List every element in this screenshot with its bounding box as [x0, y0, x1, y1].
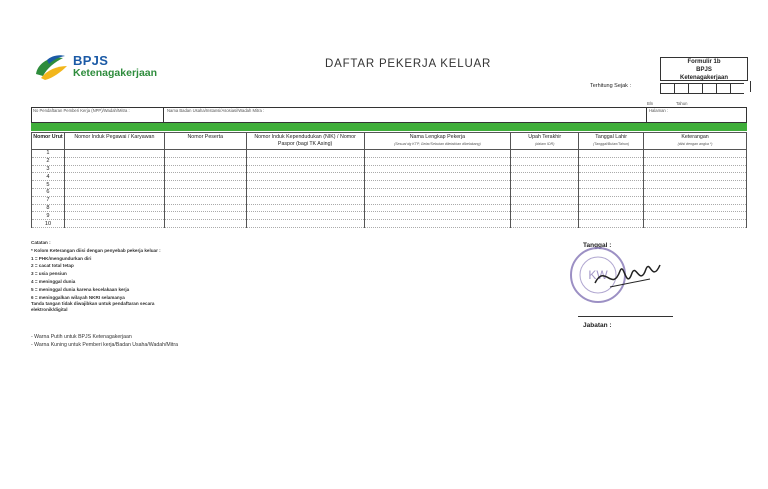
- cell[interactable]: [164, 212, 246, 220]
- cell[interactable]: [164, 150, 246, 158]
- date-box[interactable]: [702, 83, 716, 94]
- bpjs-logo: [33, 52, 183, 82]
- notes-heading: Catatan :: [31, 240, 51, 245]
- row-number: 9: [32, 212, 65, 220]
- cell[interactable]: [164, 196, 246, 204]
- cell[interactable]: [364, 212, 511, 220]
- cell[interactable]: [511, 157, 579, 165]
- cell[interactable]: [644, 173, 747, 181]
- terhitung-sejak-label: Terhitung Sejak :: [590, 83, 631, 89]
- row-number: 7: [32, 196, 65, 204]
- col-sub: (Tanggal/Bulan/Tahun): [593, 141, 630, 146]
- company-name-field[interactable]: Nama Badan Usaha/Instansi/Asosiasi/Wadah Mitra :: [167, 108, 265, 113]
- cell[interactable]: [579, 181, 644, 189]
- row-number: 3: [32, 165, 65, 173]
- cell[interactable]: [64, 220, 164, 228]
- cell[interactable]: [246, 188, 364, 196]
- notes-item: 2 = cacat total tetap: [31, 263, 74, 269]
- cell[interactable]: [579, 157, 644, 165]
- cell[interactable]: [511, 165, 579, 173]
- cell[interactable]: [164, 181, 246, 189]
- col-header-nip: [64, 133, 164, 150]
- cell[interactable]: [246, 212, 364, 220]
- col-label: Upah Terakhir: [528, 134, 562, 140]
- footer-notes: [31, 334, 178, 349]
- table-row: [32, 165, 747, 173]
- cell[interactable]: [246, 173, 364, 181]
- date-box[interactable]: [716, 83, 730, 94]
- row-number: 8: [32, 204, 65, 212]
- signature-line: [578, 316, 673, 317]
- cell[interactable]: [64, 188, 164, 196]
- notes-item: 6 = meninggalkan wilayah NKRI selamanya: [31, 294, 125, 300]
- footer-note: - Warna Putih untuk BPJS Ketenagakerjaan: [31, 334, 132, 340]
- cell[interactable]: [511, 204, 579, 212]
- cell[interactable]: [64, 165, 164, 173]
- col-header-nomor-urut: [32, 133, 65, 150]
- col-label: Nomor Urut: [33, 134, 63, 140]
- green-header-bar: [31, 123, 747, 131]
- cell[interactable]: [644, 196, 747, 204]
- cell[interactable]: [164, 204, 246, 212]
- notes-ttd: Tanda tangan tidak diwajibkan untuk pendaftaran secara: [31, 301, 155, 307]
- col-header-nik: [246, 133, 364, 150]
- cell[interactable]: [64, 157, 164, 165]
- cell[interactable]: [364, 181, 511, 189]
- cell[interactable]: [511, 188, 579, 196]
- cell[interactable]: [246, 196, 364, 204]
- halaman-field[interactable]: Halaman :: [649, 108, 669, 113]
- cell[interactable]: [364, 165, 511, 173]
- logo-subtitle: Ketenagakerjaan: [73, 67, 158, 79]
- cell[interactable]: [579, 220, 644, 228]
- cell[interactable]: [164, 165, 246, 173]
- cell[interactable]: [511, 196, 579, 204]
- cell[interactable]: [246, 181, 364, 189]
- cell[interactable]: [644, 212, 747, 220]
- jabatan-label: Jabatan :: [583, 322, 612, 329]
- cell[interactable]: [64, 212, 164, 220]
- cell[interactable]: [364, 157, 511, 165]
- table-row: [32, 220, 747, 228]
- row-number: 6: [32, 188, 65, 196]
- cell[interactable]: [579, 165, 644, 173]
- form-code-line: Formulir 1b: [687, 59, 721, 65]
- col-header-tanggal-lahir: [579, 133, 644, 150]
- cell[interactable]: [644, 157, 747, 165]
- row-number: 1: [32, 150, 65, 158]
- cell[interactable]: [644, 181, 747, 189]
- cell[interactable]: [579, 204, 644, 212]
- cell[interactable]: [64, 181, 164, 189]
- cell[interactable]: [579, 188, 644, 196]
- table-row: [32, 212, 747, 220]
- notes-ttd: elektronik/digital: [31, 307, 68, 313]
- table-row: [32, 181, 747, 189]
- col-label: Nomor Peserta: [187, 134, 224, 140]
- cell[interactable]: [511, 181, 579, 189]
- bpjs-logo-mark-icon: [33, 52, 69, 82]
- row-number: 2: [32, 157, 65, 165]
- signature-icon: [590, 253, 670, 303]
- npp-field[interactable]: No Pendaftaran Pemberi Kerja (NPP)/Wadah/Mitra :: [33, 108, 130, 113]
- notes-item: 3 = usia pensiun: [31, 271, 67, 277]
- form-code-line: BPJS: [696, 67, 712, 73]
- table-row: [32, 204, 747, 212]
- cell[interactable]: [364, 220, 511, 228]
- form-code-line: Ketenagakerjaan: [679, 75, 729, 81]
- cell[interactable]: [579, 212, 644, 220]
- divider: [163, 108, 164, 122]
- date-box[interactable]: [674, 83, 688, 94]
- cell[interactable]: [364, 204, 511, 212]
- cell[interactable]: [64, 173, 164, 181]
- cell[interactable]: [579, 173, 644, 181]
- cell[interactable]: [164, 220, 246, 228]
- col-label: Nama Lengkap Pekerja: [409, 134, 466, 140]
- cell[interactable]: [644, 188, 747, 196]
- col-sub: (diisi dengan angka *): [677, 141, 713, 146]
- col-label: Nomor Induk Kependudukan (NIK) / Nomor Paspor (bagi TK Asing): [254, 134, 356, 147]
- svg-text:KW: KW: [588, 268, 608, 282]
- cell[interactable]: [246, 157, 364, 165]
- col-sub: (dalam IDR): [535, 141, 555, 146]
- cell[interactable]: [364, 173, 511, 181]
- tahun-label: Tahun: [676, 101, 688, 106]
- col-sub: (Sesuai dg KTP, Gelar/Sebutan diletakkan dibelakang): [394, 141, 481, 146]
- cell[interactable]: [164, 173, 246, 181]
- cell[interactable]: [164, 157, 246, 165]
- notes-item: 1 = PHK/mengundurkan diri: [31, 255, 92, 261]
- tanggal-label: Tanggal :: [583, 242, 612, 249]
- divider: [646, 108, 647, 122]
- logo-brand: BPJS: [73, 53, 109, 68]
- cell[interactable]: [246, 165, 364, 173]
- table-row: [32, 196, 747, 204]
- cell[interactable]: [579, 196, 644, 204]
- cell[interactable]: [511, 212, 579, 220]
- cell[interactable]: [246, 220, 364, 228]
- cell[interactable]: [64, 204, 164, 212]
- col-header-nama: [364, 133, 511, 150]
- terhitung-sejak-boxes[interactable]: [660, 81, 751, 92]
- cell[interactable]: [364, 150, 511, 158]
- col-header-nomor-peserta: [164, 133, 246, 150]
- row-number: 4: [32, 173, 65, 181]
- cell[interactable]: [246, 150, 364, 158]
- row-number: 5: [32, 181, 65, 189]
- cell[interactable]: [511, 173, 579, 181]
- cell[interactable]: [644, 165, 747, 173]
- cell[interactable]: [364, 196, 511, 204]
- cell[interactable]: [64, 196, 164, 204]
- col-label: Keterangan: [681, 134, 709, 140]
- cell[interactable]: [64, 150, 164, 158]
- form-code-box: [660, 57, 748, 81]
- workers-table: [31, 132, 747, 228]
- cell[interactable]: [511, 220, 579, 228]
- cell[interactable]: [511, 150, 579, 158]
- cell[interactable]: [644, 204, 747, 212]
- footer-note: - Warna Kuning untuk Pemberi kerja/Badan Usaha/Wadah/Mitra: [31, 341, 178, 348]
- page-title: DAFTAR PEKERJA KELUAR: [325, 58, 492, 70]
- cell[interactable]: [164, 188, 246, 196]
- cell[interactable]: [364, 188, 511, 196]
- table-row: [32, 188, 747, 196]
- notes-item: 4 = meninggal dunia: [31, 278, 76, 284]
- notes-section: [31, 239, 221, 313]
- row-number: 10: [32, 220, 65, 228]
- col-header-keterangan: [644, 133, 747, 150]
- col-label: Nomor Induk Pegawai / Karyawan: [74, 134, 155, 140]
- table-row: [32, 150, 747, 158]
- cell[interactable]: [246, 204, 364, 212]
- bln-label: Bln: [647, 101, 654, 106]
- table-row: [32, 173, 747, 181]
- info-row: [31, 107, 747, 123]
- date-box[interactable]: [660, 83, 674, 94]
- col-label: Tanggal Lahir: [595, 134, 628, 140]
- date-box[interactable]: [688, 83, 702, 94]
- col-header-upah: [511, 133, 579, 150]
- table-row: [32, 157, 747, 165]
- cell[interactable]: [579, 150, 644, 158]
- notes-intro: * Kolom Keterangan diisi dengan penyebab pekerja keluar :: [31, 247, 161, 253]
- date-box[interactable]: [730, 83, 744, 94]
- cell[interactable]: [644, 150, 747, 158]
- notes-item: 5 = meninggal dunia karena kecelakaan kerja: [31, 286, 130, 292]
- cell[interactable]: [644, 220, 747, 228]
